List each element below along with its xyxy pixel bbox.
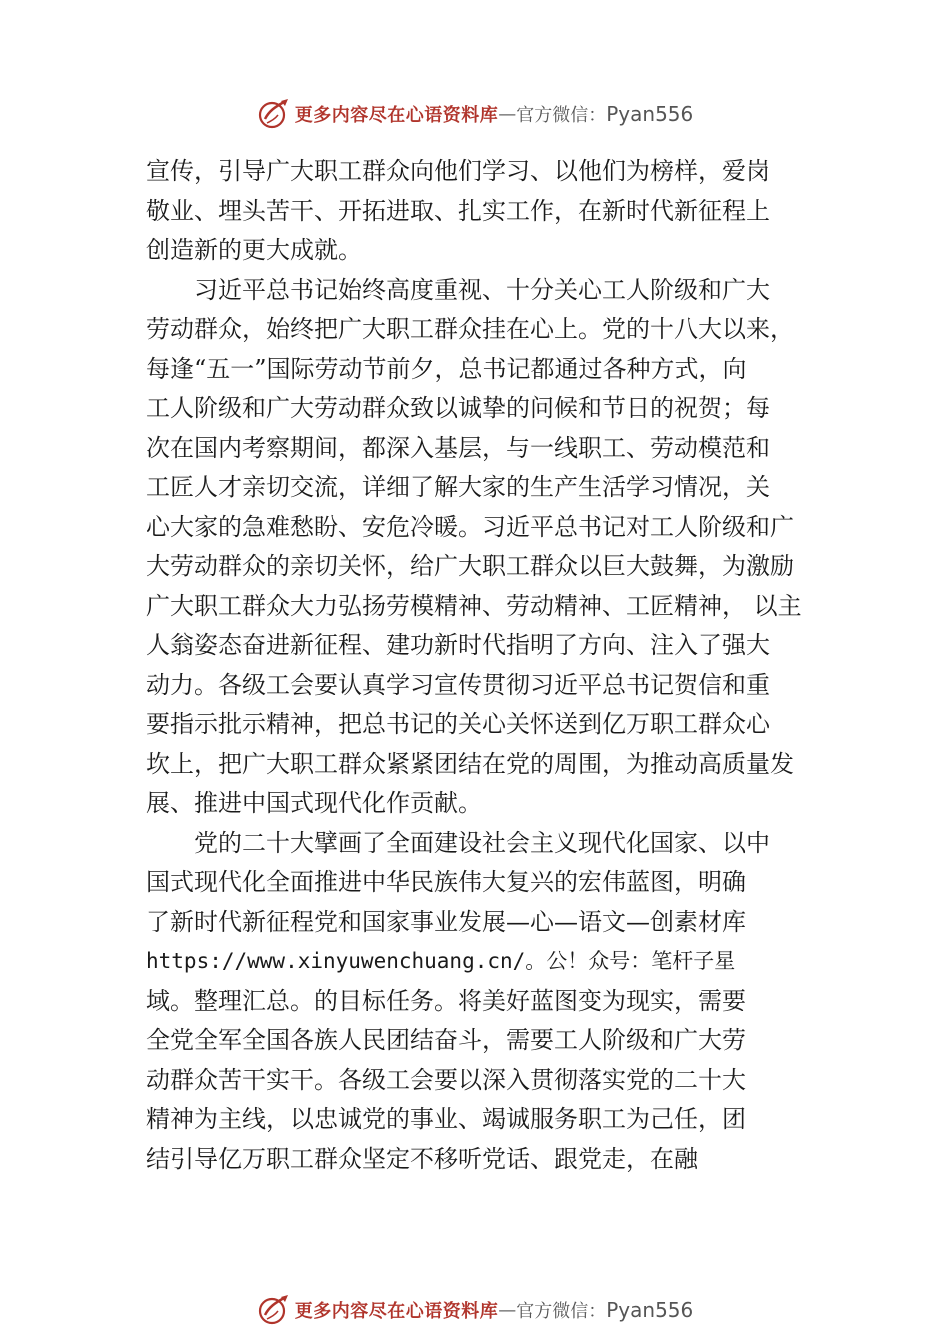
text-line: 心大家的急难愁盼、安危冷暖。习近平总书记对工人阶级和广 [146,512,794,541]
text-line: 每逢“五一”国际劳动节前夕，总书记都通过各种方式，向 [146,354,747,383]
pen-logo-icon [257,97,291,131]
text-line: 了新时代新征程党和国家事业发展—心—语文—创素材库 [146,907,746,936]
text-line: 全党全军全国各族人民团结奋斗，需要工人阶级和广大劳 [146,1026,746,1054]
text-line: 次在国内考察期间，都深入基层，与一线职工、劳动模范和 [146,433,770,462]
footer-dash: — [498,1299,517,1321]
paragraph-start-line: 党的二十大擘画了全面建设社会主义现代化国家、以中 [194,828,770,857]
text-line: 大劳动群众的亲切关怀，给广大职工群众以巨大鼓舞，为激励 [146,552,794,580]
pen-logo-icon [257,1293,291,1327]
text-line: 工人阶级和广大劳动群众致以诚挚的问候和节日的祝贺；每 [146,394,770,422]
text-line: 劳动群众，始终把广大职工群众挂在心上。党的十八大以来， [146,315,794,343]
footer-banner [0,1290,950,1330]
document-body [146,152,826,1179]
text-line: 要指示批示精神，把总书记的关心关怀送到亿万职工群众心 [146,710,770,738]
text-line: 结引导亿万职工群众坚定不移听党话、跟党走，在融 [146,1144,698,1173]
footer-wechat-id: Pyan556 [606,1298,694,1322]
url-text-line: https://www.xinyuwenchuang.cn/。公！众号：笔杆子星 [146,949,736,973]
text-line: 国式现代化全面推进中华民族伟大复兴的宏伟蓝图，明确 [146,868,746,896]
text-line: 创造新的更大成就。 [146,236,362,264]
text-line: 精神为主线，以忠诚党的事业、竭诚服务职工为己任，团 [146,1105,746,1133]
text-line: 宣传，引导广大职工群众向他们学习、以他们为榜样，爱岗 [146,157,770,185]
text-line: 展、推进中国式现代化作贡献。 [146,789,482,817]
header-banner [0,94,950,134]
text-line: 人翁姿态奋进新征程、建功新时代指明了方向、注入了强大 [146,631,770,659]
text-line: 坎上，把广大职工群众紧紧团结在党的周围，为推动高质量发 [146,749,794,778]
text-line: 动群众苦干实干。各级工会要以深入贯彻落实党的二十大 [146,1065,746,1094]
footer-wechat-label: 官方微信： [516,1301,607,1322]
paragraph-start-line: 习近平总书记始终高度重视、十分关心工人阶级和广大 [194,275,770,304]
footer-brand-text: 更多内容尽在心语资料库 [294,1301,499,1322]
text-line: 域。整理汇总。的目标任务。将美好蓝图变为现实，需要 [146,986,746,1015]
header-brand-text: 更多内容尽在心语资料库 [294,105,499,126]
text-line: 工匠人才亲切交流，详细了解大家的生产生活学习情况，关 [146,473,770,501]
header-wechat-label: 官方微信： [516,105,607,126]
text-line: 敬业、埋头苦干、开拓进取、扎实工作，在新时代新征程上 [146,196,770,225]
text-line: 动力。各级工会要认真学习宣传贯彻习近平总书记贺信和重 [146,670,770,699]
text-line: 广大职工群众大力弘扬劳模精神、劳动精神、工匠精神， 以主 [146,591,802,620]
header-dash: — [498,103,517,125]
header-wechat-id: Pyan556 [606,102,694,126]
